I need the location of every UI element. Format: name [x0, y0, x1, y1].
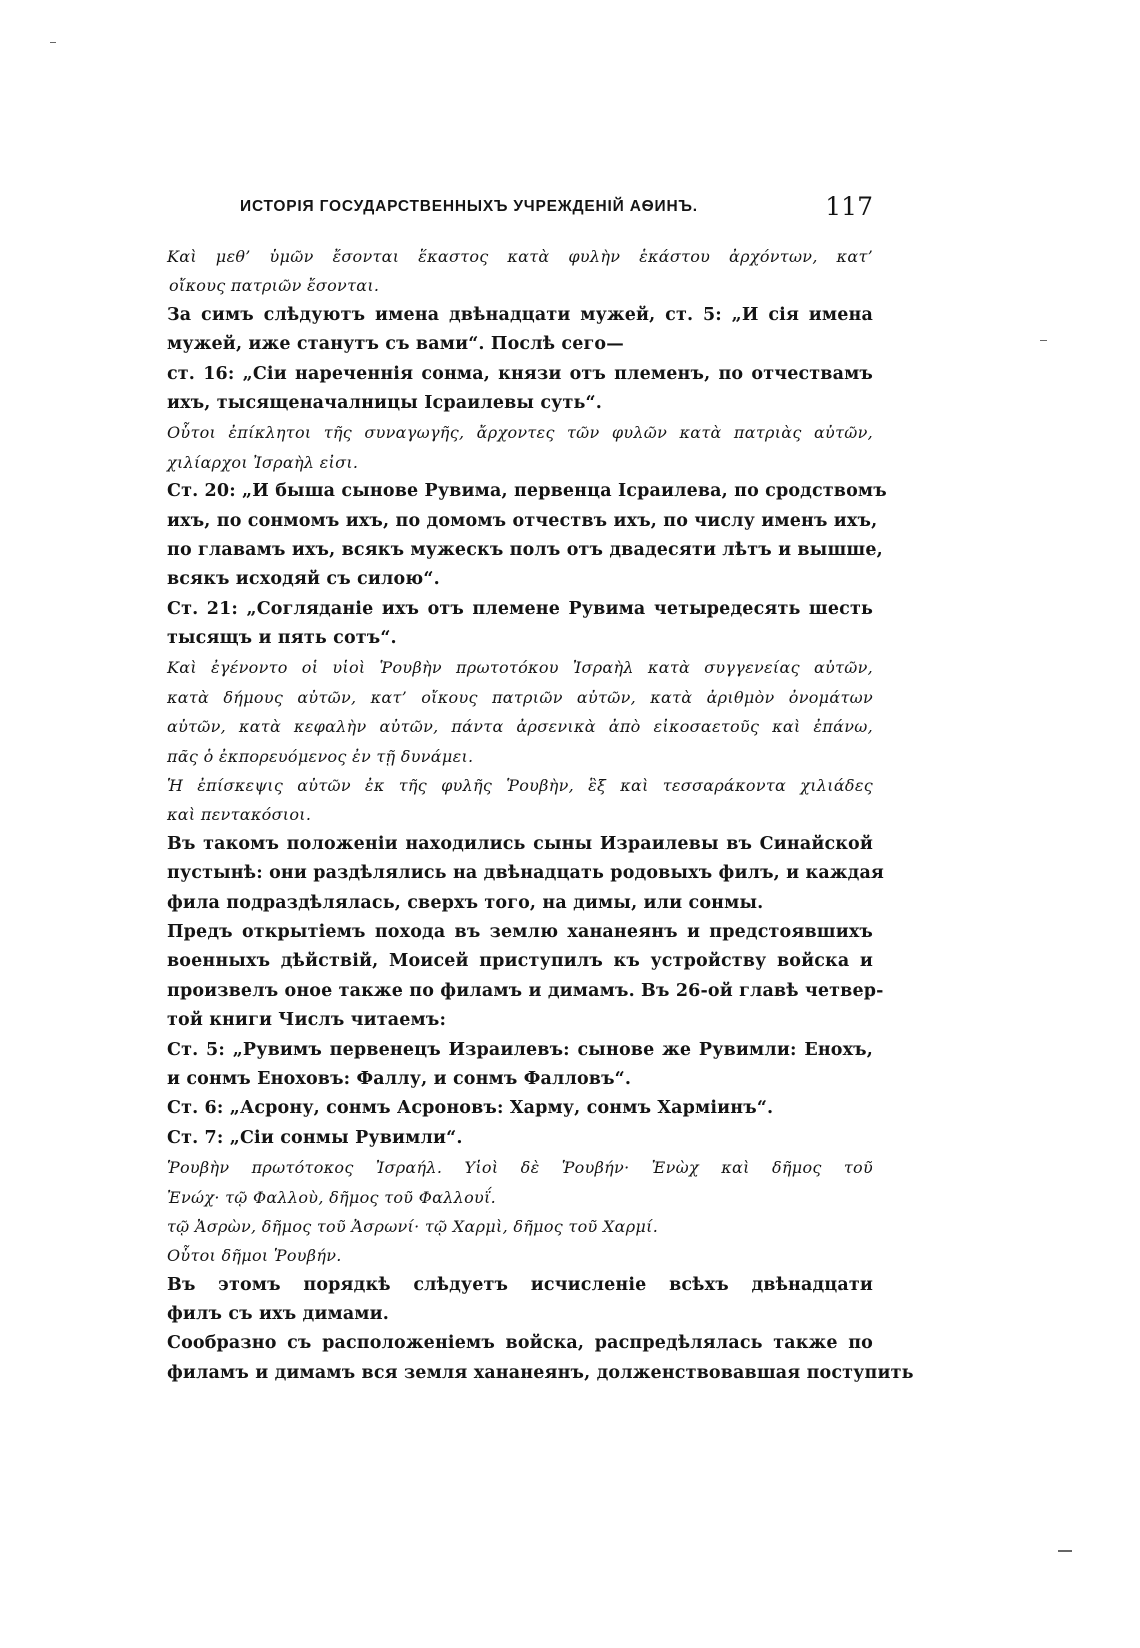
text-line: мужей, иже станутъ съ вами“. Послѣ сего— [167, 334, 624, 355]
text-line: Ст. 5: „Рувимъ первенецъ Израилевъ: сынове же Рувимли: Енохъ, [167, 1039, 873, 1060]
text-line: произвелъ оное также по филамъ и димамъ. Въ 26-ой главѣ четвер- [167, 980, 884, 1001]
text-line: по главамъ ихъ, всякъ мужескъ полъ отъ двадесяти лѣтъ и вышше, [167, 539, 883, 560]
scan-mark [1058, 1550, 1072, 1552]
text-line: тысящъ и пять сотъ“. [167, 628, 397, 649]
text-line: той книги Числъ читаемъ: [167, 1010, 447, 1031]
text-line: καὶ πεντακόσιοι. [167, 805, 312, 825]
text-line: Ἐνώχ· τῷ Φαλλοὺ, δῆμος τοῦ Φαλλουΐ. [167, 1187, 497, 1207]
text-line: филъ съ ихъ димами. [167, 1304, 390, 1325]
body-text [167, 242, 914, 1388]
text-line: κατὰ δήμους αὐτῶν, κατ’ οἴκους πατριῶν αὐτῶν, κατὰ ἀριθμὸν ὀνομάτων [167, 687, 873, 707]
running-head: ИСТОРІЯ ГОСУДАРСТВЕННЫХЪ УЧРЕЖДЕНІЙ АѲИНЪ. [240, 198, 698, 215]
text-line: пустынѣ: они раздѣлялись на двѣнадцать родовыхъ филъ, и каждая [167, 863, 885, 884]
page-header [240, 192, 873, 226]
text-line: За симъ слѣдуютъ имена двѣнадцати мужей, ст. 5: „И сія имена [167, 304, 873, 325]
text-line: Предъ открытіемъ похода въ землю хананеянъ и предстоявшихъ [167, 921, 873, 942]
text-line: αὐτῶν, κατὰ κεφαλὴν αὐτῶν, πάντα ἀρσενικὰ ἀπὸ εἰκοσαετοῦς καὶ ἐπάνω, [167, 717, 873, 737]
text-line: πᾶς ὁ ἐκπορευόμενος ἐν τῇ δυνάμει. [167, 746, 474, 766]
text-line: всякъ исходяй съ силою“. [167, 569, 440, 590]
text-line: Ῥουβὴν πρωτότοκος Ἰσραήλ. Υἱοὶ δὲ Ῥουβήν· Ἐνὼχ καὶ δῆμος τοῦ [167, 1158, 873, 1178]
scan-mark [50, 42, 56, 43]
text-line: Καὶ ἐγένοντο οἱ υἱοὶ Ῥουβὴν πρωτοτόκου Ἰσραὴλ κατὰ συγγενείας αὐτῶν, [167, 658, 873, 678]
text-line: Οὗτοι δῆμοι Ῥουβήν. [167, 1246, 342, 1266]
text-line: τῷ Ἀσρὼν, δῆμος τοῦ Ἀσρωνί· τῷ Χαρμὶ, δῆμος τοῦ Χαρμί. [167, 1216, 659, 1236]
text-line: ихъ, тысященачалницы Ісраилевы суть“. [167, 392, 603, 413]
text-line: Ст. 6: „Асрону, сонмъ Асроновъ: Харму, сонмъ Харміинъ“. [167, 1098, 774, 1119]
text-line: οἴκους πατριῶν ἔσονται. [169, 276, 380, 296]
text-line: филамъ и димамъ вся земля хананеянъ, долженствовавшая поступить [167, 1362, 914, 1383]
text-line: фила подраздѣлялась, сверхъ того, на димы, или сонмы. [167, 892, 764, 913]
text-line: Οὗτοι ἐπίκλητοι τῆς συναγωγῆς, ἄρχοντες τῶν φυλῶν κατὰ πατριὰς αὐτῶν, [167, 423, 873, 443]
text-line: Ἡ ἐπίσκεψις αὐτῶν ἐκ τῆς φυλῆς Ῥουβὴν, ἓξ καὶ τεσσαράκοντα χιλιάδες [167, 776, 873, 796]
page-number: 117 [825, 192, 873, 221]
text-line: военныхъ дѣйствій, Моисей приступилъ къ устройству войска и [167, 951, 873, 972]
text-line: Въ такомъ положеніи находились сыны Израилевы въ Синайской [167, 833, 873, 854]
text-line: Ст. 20: „И быша сынове Рувима, первенца Ісраилева, по сродствомъ [167, 481, 887, 502]
text-line: ст. 16: „Сіи нареченнія сонма, князи отъ племенъ, по отчествамъ [167, 363, 873, 384]
text-line: ихъ, по сонмомъ ихъ, по домомъ отчествъ ихъ, по числу именъ ихъ, [167, 510, 878, 531]
text-line: Ст. 7: „Сіи сонмы Рувимли“. [167, 1127, 463, 1148]
text-line: χιλίαρχοι Ἰσραὴλ εἰσι. [167, 452, 359, 472]
text-line: Ст. 21: „Согляданіе ихъ отъ племене Рувима четыредесять шесть [167, 598, 873, 619]
text-line: Καὶ μεθ’ ὑμῶν ἔσονται ἕκαστος κατὰ φυλὴν ἑκάστου ἀρχόντων, κατ’ [167, 247, 873, 266]
text-line: Въ этомъ порядкѣ слѣдуетъ исчисленіе всѣхъ двѣнадцати [167, 1274, 873, 1295]
scan-mark [1040, 340, 1047, 341]
text-line: Сообразно съ расположеніемъ войска, распредѣлялась также по [167, 1333, 873, 1354]
text-line: и сонмъ Еноховъ: Фаллу, и сонмъ Фалловъ“. [167, 1068, 632, 1089]
